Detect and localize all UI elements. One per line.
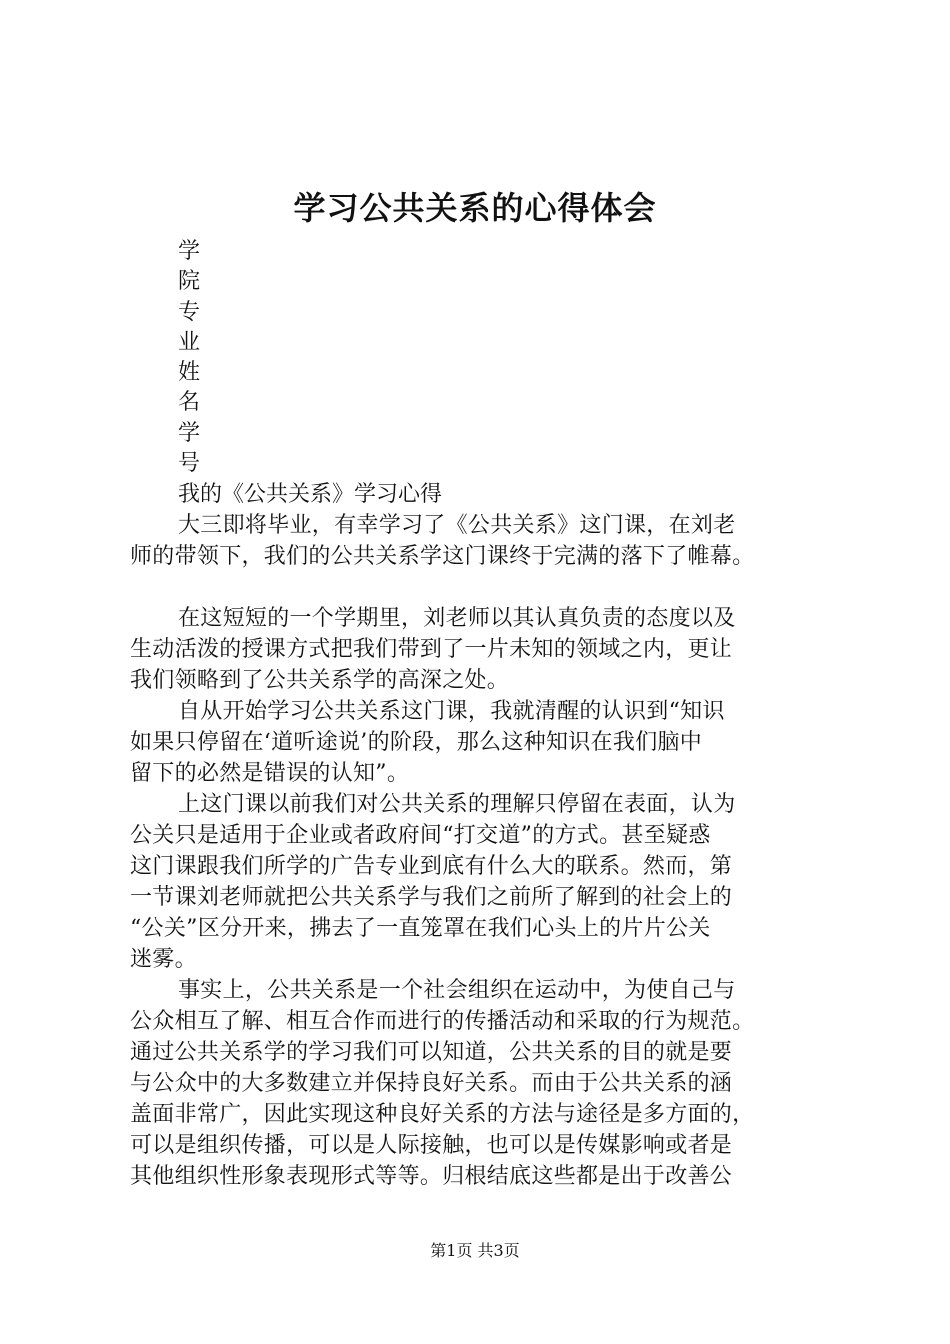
paragraph-gap [130, 572, 850, 603]
text-line: 自从开始学习公共关系这门课，我就清醒的认识到“知识 [178, 699, 725, 724]
text-line: 可以是组织传播，可以是人际接触，也可以是传媒影响或者是 [130, 1133, 733, 1158]
text-line: 生动活泼的授课方式把我们带到了一片未知的领域之内，更让 [130, 637, 733, 662]
text-line: 师的带领下，我们的公共关系学这门课终于完满的落下了帷幕。 [130, 544, 755, 569]
field-char: 学 [178, 239, 201, 264]
text-line: “公关”区分开来，拂去了一直笼罩在我们心头上的片片公关 [130, 916, 711, 941]
text-line: 迷雾。 [130, 947, 197, 972]
field-char: 姓 [178, 360, 201, 386]
text-line: 在这短短的一个学期里，刘老师以其认真负责的态度以及 [178, 606, 736, 631]
document-body [130, 510, 850, 1192]
field-char: 名 [178, 390, 201, 416]
field-char: 专 [178, 299, 201, 325]
text-line: 事实上，公共关系是一个社会组织在运动中，为使自己与 [178, 978, 736, 1003]
text-line: 大三即将毕业，有幸学习了《公共关系》这门课，在刘老 [178, 513, 736, 538]
document-subtitle: 我的《公共关系》学习心得 [178, 482, 443, 507]
text-line: 上这门课以前我们对公共关系的理解只停留在表面，认为 [178, 792, 736, 817]
text-line: 一节课刘老师就把公共关系学与我们之前所了解到的社会上的 [130, 885, 733, 910]
document-title: 学习公共关系的心得体会 [293, 189, 657, 227]
text-line: 公关只是适用于企业或者政府间“打交道”的方式。甚至疑惑 [130, 823, 711, 848]
text-line: 与公众中的大多数建立并保持良好关系。而由于公共关系的涵 [130, 1071, 733, 1096]
field-char: 院 [178, 269, 201, 295]
text-line: 公众相互了解、相互合作而进行的传播活动和采取的行为规范。 [130, 1009, 755, 1034]
text-line: 我们领略到了公共关系学的高深之处。 [130, 668, 510, 693]
info-fields [178, 237, 200, 479]
text-line: 盖面非常广，因此实现这种良好关系的方法与途径是多方面的， [130, 1102, 755, 1127]
field-char: 学 [178, 420, 201, 446]
page-footer: 第1页 共3页 [430, 1241, 520, 1260]
text-line: 如果只停留在‘道听途说’的阶段，那么这种知识在我们脑中 [130, 730, 703, 755]
field-char: 号 [178, 451, 201, 477]
text-line: 其他组织性形象表现形式等等。归根结底这些都是出于改善公 [130, 1164, 733, 1189]
text-line: 这门课跟我们所学的广告专业到底有什么大的联系。然而，第 [130, 854, 733, 879]
text-line: 通过公共关系学的学习我们可以知道，公共关系的目的就是要 [130, 1040, 733, 1065]
field-char: 业 [178, 329, 201, 355]
text-line: 留下的必然是错误的认知”。 [130, 761, 410, 786]
